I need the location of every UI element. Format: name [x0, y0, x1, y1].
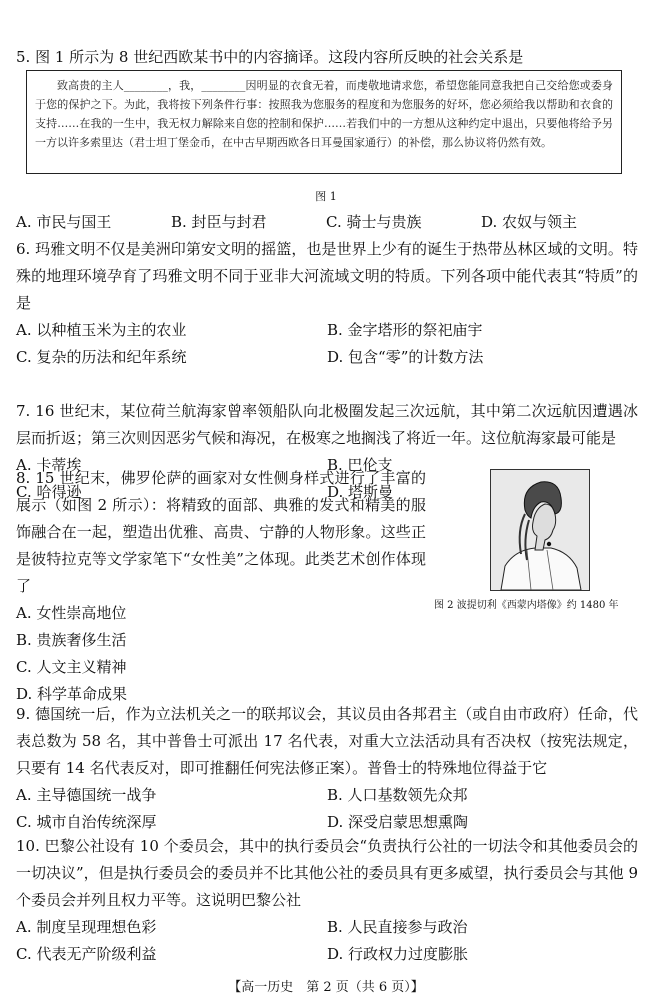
option-c[interactable]: C. 哈得逊: [16, 483, 82, 501]
option-c[interactable]: C. 复杂的历法和纪年系统: [16, 348, 187, 366]
option-a[interactable]: A. 女性崇高地位: [16, 604, 127, 622]
option-c[interactable]: C. 骑士与贵族: [326, 213, 422, 231]
question-9: [16, 701, 638, 836]
option-d[interactable]: D. 行政权力过度膨胀: [327, 945, 469, 963]
option-a[interactable]: A. 市民与国王: [16, 213, 112, 231]
option-d[interactable]: D. 深受启蒙思想熏陶: [327, 813, 469, 831]
question-6-options: [16, 317, 638, 371]
page-footer: 【高一历史 第 2 页（共 6 页）】: [228, 980, 424, 995]
option-b[interactable]: B. 人民直接参与政治: [327, 918, 468, 936]
question-6: [16, 236, 638, 371]
question-5-options: [16, 209, 638, 236]
option-b[interactable]: B. 巴伦支: [327, 456, 393, 474]
figure-2-caption: 图 2 波提切利《西蒙内塔像》约 1480 年: [434, 600, 619, 611]
question-9-options: [16, 782, 638, 836]
question-10-stem: 10. 巴黎公社设有 10 个委员会，其中的执行委员会“负责执行公社的一切法令和其他委员会的一切决议”，但是执行委员会的委员并不比其他公社的委员具有更多威望，执行委员会与其他 9 个委员会并列且权力平等。这说明巴黎公社: [16, 837, 638, 909]
question-8-stem: 8. 15 世纪末，佛罗伦萨的画家对女性侧身样式进行了丰富的展示（如图 2 所示）：将精致的面部、典雅的发式和精美的服饰融合在一起，塑造出优雅、高贵、宁静的人物形象。这些正是彼特拉克等文学家笔下“女性美”之体现。此类艺术创作体现了: [16, 469, 426, 595]
option-b[interactable]: B. 金字塔形的祭祀庙宇: [327, 321, 483, 339]
question-5: [16, 44, 638, 71]
option-b[interactable]: B. 人口基数领先众邦: [327, 786, 468, 804]
option-d[interactable]: D. 塔斯曼: [327, 483, 394, 501]
option-a[interactable]: A. 以种植玉米为主的农业: [16, 321, 187, 339]
portrait-figure: [490, 469, 590, 591]
question-10: [16, 833, 638, 968]
option-c[interactable]: C. 城市自治传统深厚: [16, 813, 157, 831]
question-8: [16, 465, 426, 708]
option-d[interactable]: D. 农奴与领主: [481, 213, 578, 231]
option-d[interactable]: D. 包含“零”的计数方法: [327, 348, 484, 366]
question-5-stem: 5. 图 1 所示为 8 世纪西欧某书中的内容摘译。这段内容所反映的社会关系是: [16, 48, 524, 66]
option-a[interactable]: A. 制度呈现理想色彩: [16, 918, 157, 936]
question-7-stem: 7. 16 世纪末，某位荷兰航海家曾率领船队向北极圈发起三次远航，其中第二次远航因遭遇冰层而折返；第三次则因恶劣气候和海况，在极寒之地搁浅了将近一年。这位航海家最可能是: [16, 402, 638, 447]
figure-1-caption: 图 1: [315, 190, 337, 203]
question-8-options: [16, 600, 426, 708]
option-b[interactable]: B. 封臣与封君: [171, 213, 267, 231]
option-b[interactable]: B. 贵族奢侈生活: [16, 631, 127, 649]
question-6-stem: 6. 玛雅文明不仅是美洲印第安文明的摇篮，也是世界上少有的诞生于热带丛林区域的文明。特殊的地理环境孕育了玛雅文明不同于亚非大河流域文明的特质。下列各项中能代表其“特质”的是: [16, 240, 638, 312]
option-a[interactable]: A. 卡蒂埃: [16, 456, 82, 474]
question-10-options: [16, 914, 638, 968]
option-c[interactable]: C. 代表无产阶级利益: [16, 945, 157, 963]
question-5-source-box: 致高贵的主人________，我，________因明显的衣食无着，而虔敬地请求您，希望您能同意我把自己交给您或委身于您的保护之下。为此，我将按下列条件行事：按照我为您服务的程度和为您服务的好坏，您必须给我以帮助和衣食的支持……在我的一生中，我无权力解除来自您的控制和保护……若我们中的一方想从这种约定中退出，只要他将给予另一方以许多索里达（君士坦丁堡金币，在中古早期西欧各日耳曼国家通行）的补偿，那么协议将仍然有效。: [26, 70, 622, 174]
question-9-stem: 9. 德国统一后，作为立法机关之一的联邦议会，其议员由各邦君主（或自由市政府）任命，代表总数为 58 名，其中普鲁士可派出 17 名代表，对重大立法活动具有否决权（按宪法规定，只要有 14 名代表反对，即可推翻任何宪法修正案）。普鲁士的特殊地位得益于它: [16, 705, 638, 777]
option-d[interactable]: D. 科学革命成果: [16, 685, 128, 703]
option-c[interactable]: C. 人文主义精神: [16, 658, 127, 676]
option-a[interactable]: A. 主导德国统一战争: [16, 786, 157, 804]
